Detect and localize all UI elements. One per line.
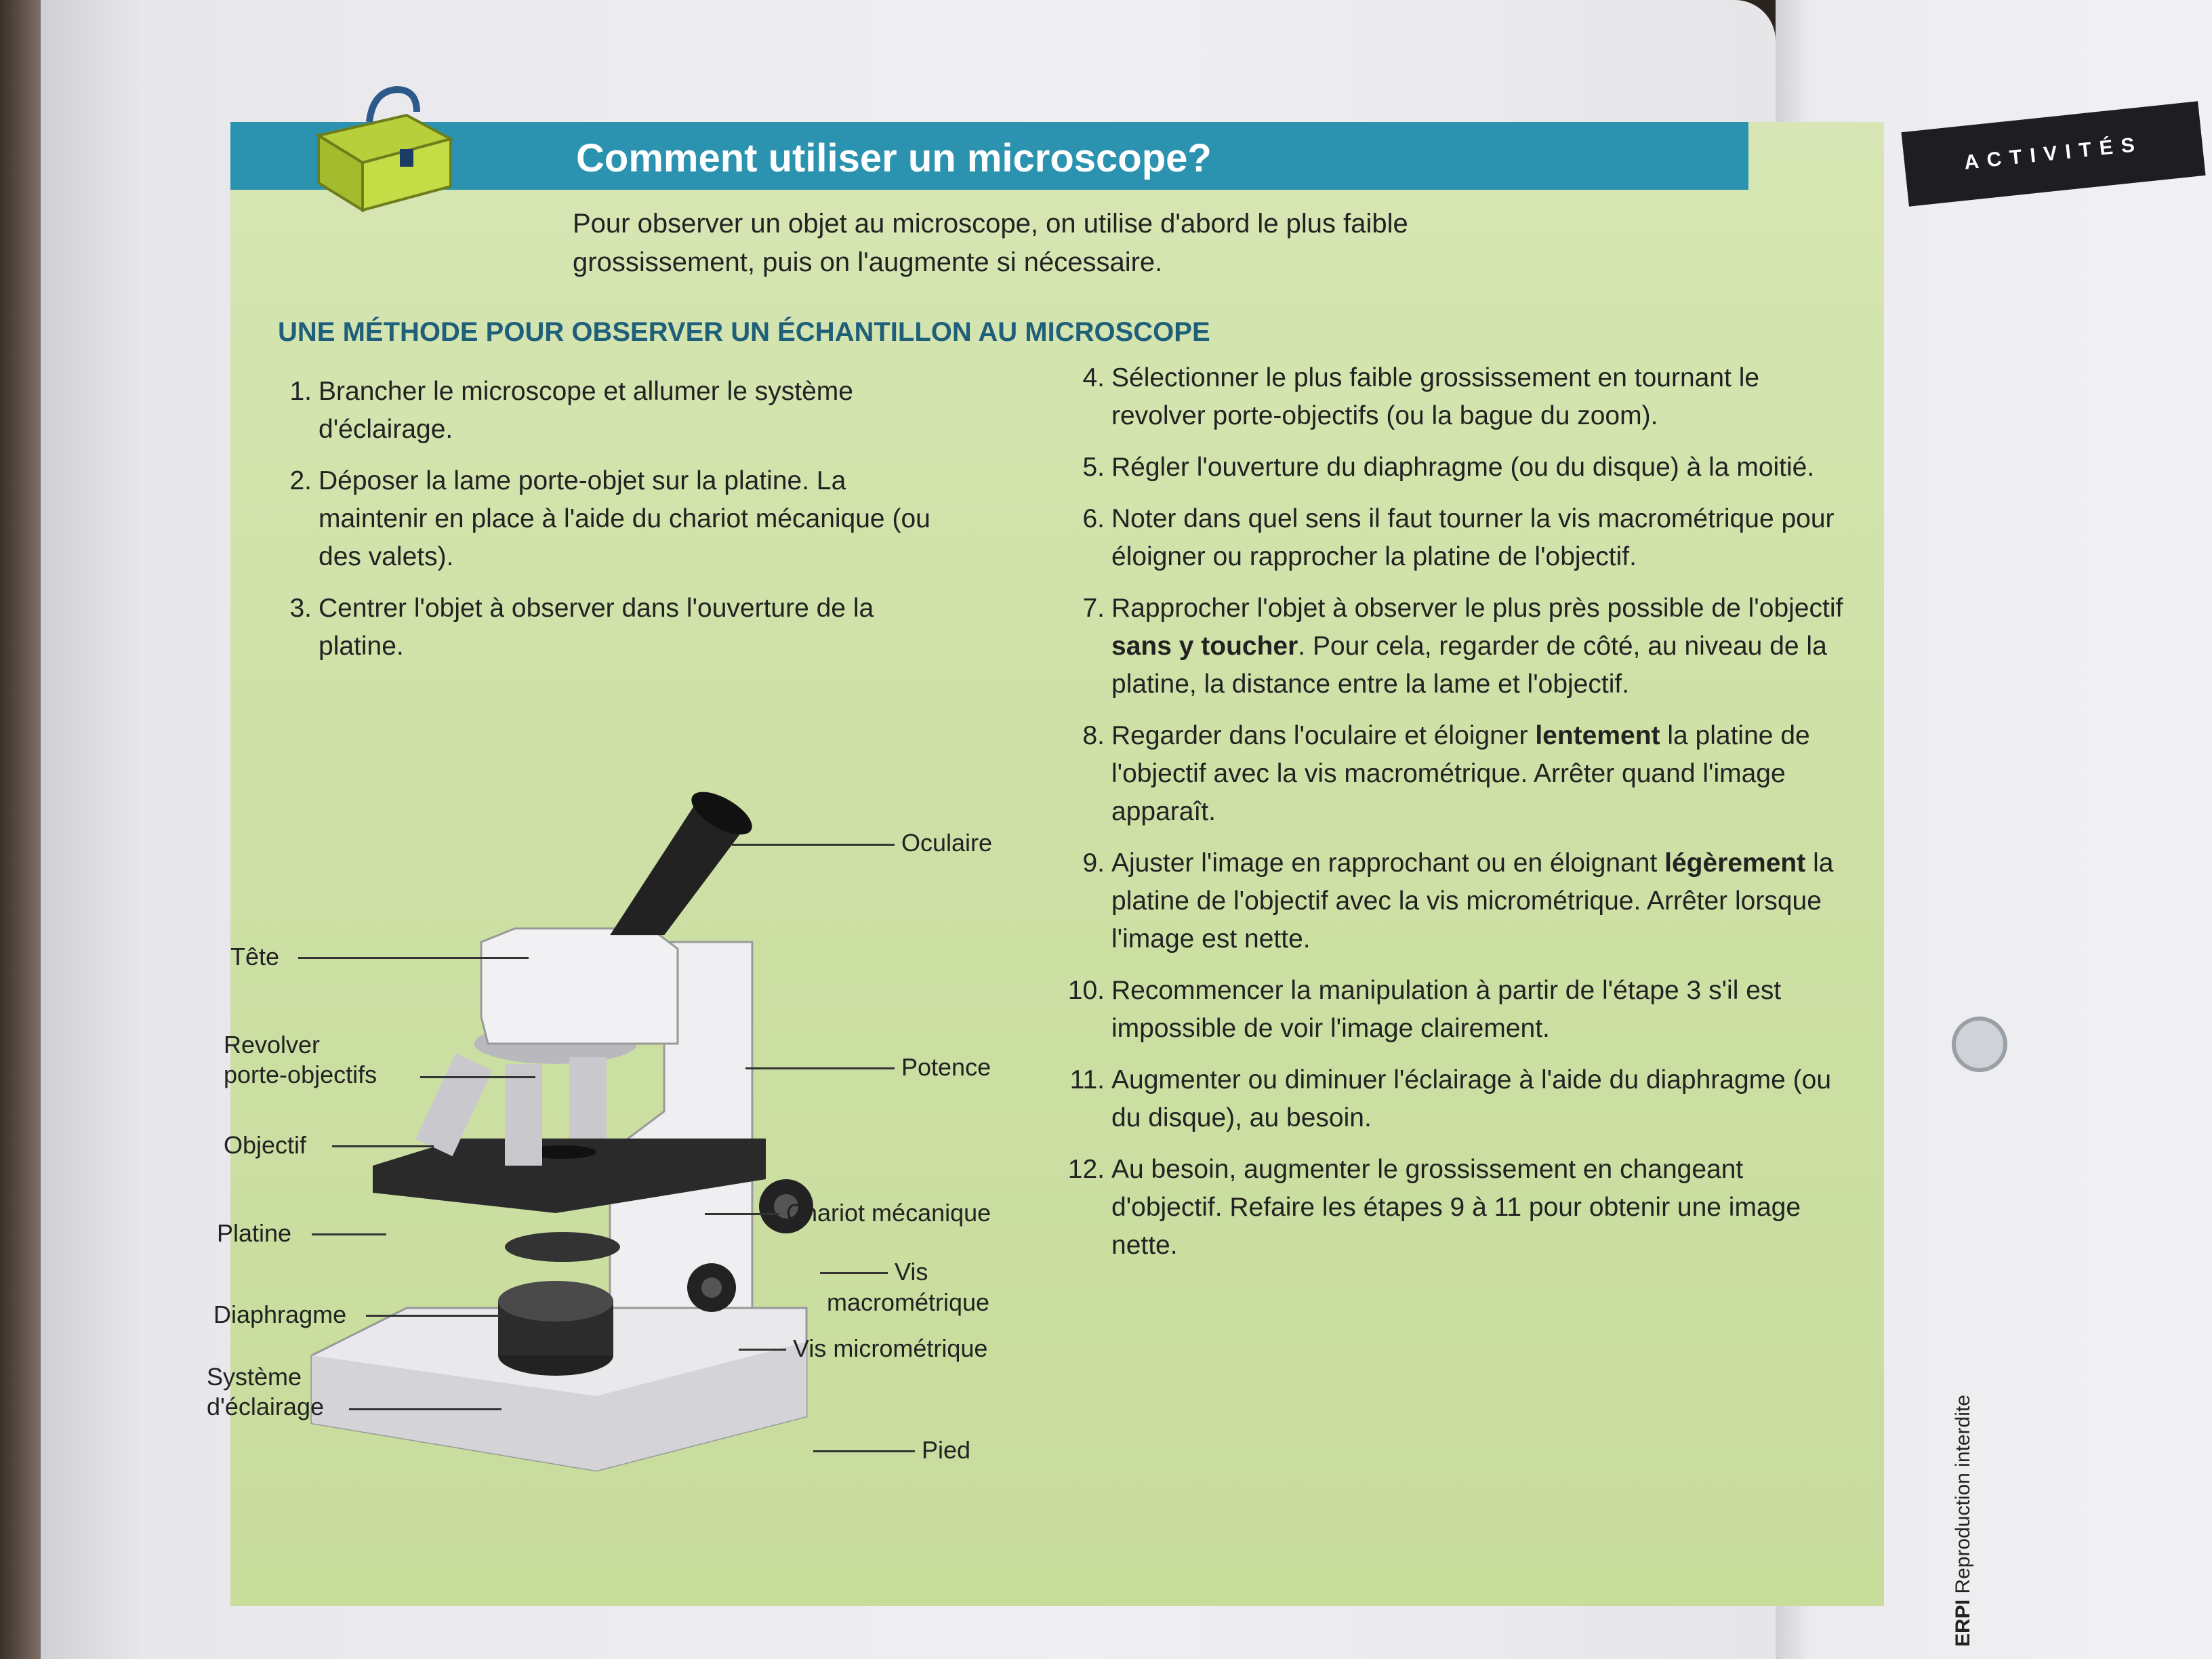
leader-line bbox=[739, 1349, 786, 1351]
leader-line bbox=[420, 1076, 535, 1078]
leader-line bbox=[813, 1450, 915, 1452]
step-number: 3. bbox=[289, 594, 312, 623]
step-text-part: Regarder dans l'oculaire et éloigner bbox=[1111, 721, 1536, 750]
step-text bbox=[1111, 844, 1843, 958]
label-platine: Platine bbox=[217, 1219, 292, 1247]
list-item bbox=[1050, 359, 1843, 435]
list-item bbox=[1050, 972, 1843, 1048]
step-number: 12. bbox=[1067, 1155, 1105, 1184]
step-text: Noter dans quel sens il faut tourner la vis macrométrique pour éloigner ou rapprocher la platine de l'objectif. bbox=[1111, 504, 1835, 571]
step-text: Déposer la lame porte-objet sur la platine. La maintenir en place à l'aide du chariot mécanique (ou des valets). bbox=[319, 466, 930, 571]
list-item bbox=[1050, 590, 1843, 703]
label-revolver-2: porte-objectifs bbox=[224, 1061, 377, 1088]
step-text-bold: sans y toucher bbox=[1111, 632, 1298, 661]
section-heading: UNE MÉTHODE POUR OBSERVER UN ÉCHANTILLON AU MICROSCOPE bbox=[278, 317, 1210, 347]
leader-line bbox=[366, 1315, 501, 1317]
steps-left-column bbox=[271, 373, 935, 679]
microscope-illustration bbox=[230, 678, 1044, 1545]
leader-line bbox=[312, 1233, 386, 1235]
copyright-notice bbox=[1952, 1395, 1975, 1647]
step-number: 6. bbox=[1082, 504, 1105, 533]
list-item bbox=[1050, 717, 1843, 831]
step-number: 5. bbox=[1082, 453, 1105, 482]
label-potence: Potence bbox=[901, 1053, 991, 1081]
copyright-text: Reproduction interdite bbox=[1952, 1395, 1974, 1594]
label-chariot: Chariot mécanique bbox=[786, 1199, 991, 1227]
label-pied: Pied bbox=[922, 1436, 971, 1464]
step-text: Centrer l'objet à observer dans l'ouverture de la platine. bbox=[319, 594, 874, 661]
activity-panel bbox=[207, 122, 1884, 1606]
step-text: Régler l'ouverture du diaphragme (ou du disque) à la moitié. bbox=[1111, 453, 1815, 482]
step-number: 4. bbox=[1082, 363, 1105, 392]
step-text-part: Rapprocher l'objet à observer le plus près possible de l'objectif bbox=[1111, 594, 1843, 623]
step-number: 9. bbox=[1082, 848, 1105, 878]
step-number: 2. bbox=[289, 466, 312, 495]
step-text: Sélectionner le plus faible grossissement en tournant le revolver porte-objectifs (ou la bague du zoom). bbox=[1111, 363, 1760, 430]
list-item bbox=[1050, 1061, 1843, 1137]
list-item bbox=[271, 462, 935, 576]
step-text-part: la platine de l'objectif avec la vis micrométrique. Arrêter lorsque l'image est nette. bbox=[1111, 848, 1834, 954]
intro-text: Pour observer un objet au microscope, on utilise d'abord le plus faible grossissement, puis on l'augmente si nécessaire. bbox=[573, 209, 1408, 277]
leader-line bbox=[349, 1408, 501, 1410]
list-item bbox=[271, 590, 935, 665]
step-text-part: . Pour cela, regarder de côté, au niveau de la platine, la distance entre la lame et l'objectif. bbox=[1111, 632, 1827, 699]
leader-line bbox=[298, 957, 529, 959]
activites-tab-label: ACTIVITÉS bbox=[1963, 133, 2144, 174]
list-item bbox=[1050, 500, 1843, 576]
page-title: Comment utiliser un microscope? bbox=[576, 136, 1212, 180]
step-number: 7. bbox=[1082, 594, 1105, 623]
step-text-part: Ajuster l'image en rapprochant ou en éloignant bbox=[1111, 848, 1665, 878]
step-number: 11. bbox=[1069, 1065, 1105, 1094]
copyright-brand: ERPI bbox=[1952, 1599, 1974, 1647]
step-number: 10. bbox=[1067, 976, 1105, 1005]
label-vis-micro: Vis micrométrique bbox=[793, 1334, 988, 1362]
step-text: Au besoin, augmenter le grossissement en changeant d'objectif. Refaire les étapes 9 à 11 pour obtenir une image nette. bbox=[1111, 1155, 1801, 1260]
step-number: 1. bbox=[289, 377, 312, 406]
toolbox-icon bbox=[305, 75, 461, 217]
step-text: Brancher le microscope et allumer le système d'éclairage. bbox=[319, 377, 853, 444]
label-oculaire: Oculaire bbox=[901, 829, 993, 857]
label-vis-macro-2: macrométrique bbox=[827, 1288, 990, 1316]
step-text-part: la platine de l'objectif avec la vis macrométrique. Arrêter quand l'image apparaît. bbox=[1111, 721, 1810, 826]
binder-hole bbox=[1952, 1017, 2007, 1072]
step-text: Recommencer la manipulation à partir de l'étape 3 s'il est impossible de voir l'image clairement. bbox=[1111, 976, 1782, 1043]
label-systeme-1: Système bbox=[207, 1363, 302, 1391]
steps-right-column bbox=[1050, 359, 1843, 1278]
label-diaphragme: Diaphragme bbox=[213, 1300, 347, 1328]
step-text-bold: lentement bbox=[1535, 721, 1660, 750]
list-item bbox=[1050, 1151, 1843, 1265]
list-item bbox=[1050, 844, 1843, 958]
leader-line bbox=[732, 844, 895, 846]
step-number: 8. bbox=[1082, 721, 1105, 750]
label-systeme-2: d'éclairage bbox=[207, 1393, 324, 1420]
leader-line bbox=[332, 1145, 434, 1147]
leader-line bbox=[820, 1272, 888, 1274]
label-tete: Tête bbox=[230, 943, 280, 970]
label-revolver-1: Revolver bbox=[224, 1031, 321, 1059]
label-vis-macro-1: Vis bbox=[895, 1258, 928, 1286]
leader-line bbox=[745, 1067, 895, 1069]
microscope-diagram bbox=[207, 678, 1044, 1545]
label-objectif: Objectif bbox=[224, 1131, 307, 1159]
list-item bbox=[271, 373, 935, 449]
step-text-bold: légèrement bbox=[1664, 848, 1806, 878]
leader-line bbox=[705, 1213, 779, 1215]
step-text: Augmenter ou diminuer l'éclairage à l'aide du diaphragme (ou du disque), au besoin. bbox=[1111, 1065, 1832, 1132]
list-item bbox=[1050, 449, 1843, 487]
step-text bbox=[1111, 717, 1843, 831]
step-text bbox=[1111, 590, 1843, 703]
